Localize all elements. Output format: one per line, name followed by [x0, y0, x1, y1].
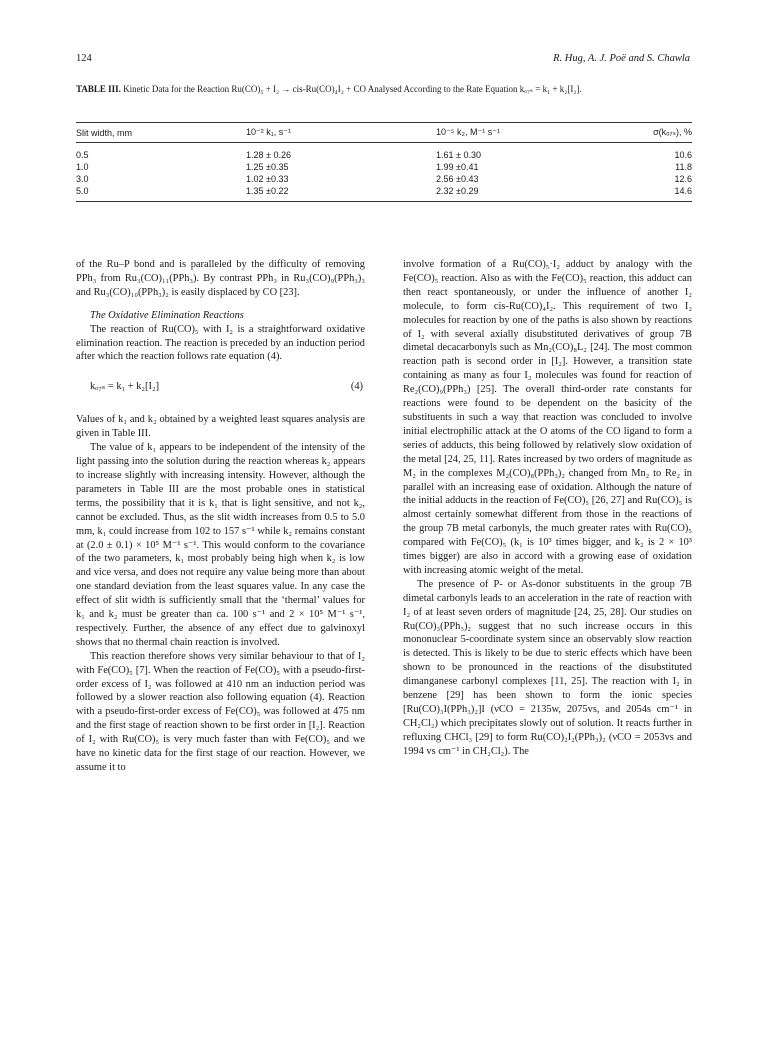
col-header-sigma: σ(kₒ₇ₛ), % — [626, 123, 692, 143]
table-header-row — [76, 123, 692, 143]
paragraph: The reaction of Ru(CO)₅ with I₂ is a straightforward oxidative elimination reaction. The reaction is preceded by an induction period after which the reaction follows rate equation (4). — [76, 323, 365, 363]
equation-expression: kₒ₇ₛ = k₁ + k₂[I₂] — [90, 381, 160, 393]
table-row — [76, 143, 692, 162]
table-cell: 0.5 — [76, 150, 89, 160]
col-header-slit-width: Slit width, mm — [76, 123, 246, 143]
right-text-column — [403, 258, 692, 759]
table-cell: 14.6 — [626, 185, 692, 202]
paragraph: This reaction therefore shows very similar behaviour to that of I₂ with Fe(CO)₅ [7]. When the reaction of Fe(CO)₅ with a pseudo-first-order excess of I₂ was followed at 410 nm an induction period was followed by a slower reaction also following equation (4). Reaction with a pseudo-first-order excess of Fe(CO)₅ was followed at 475 nm and the first stage of reaction shown to be first order in [I₂]. Reaction of I₂ with Ru(CO)₅ is very much faster than with Fe(CO)₅ and we have no kinetic data for the first stage of our reaction. However, we assume it to — [76, 650, 365, 773]
table-cell: 1.02 ±0.33 — [246, 174, 289, 184]
table-cell: 1.25 ±0.35 — [246, 162, 289, 172]
table-cell: 2.32 ±0.29 — [436, 185, 626, 202]
rate-equation — [76, 367, 365, 409]
table-cell: 5.0 — [76, 185, 246, 202]
col-header-k2: 10⁻⁵ k₂, M⁻¹ s⁻¹ — [436, 123, 626, 143]
table-cell: 2.56 ±0.43 — [436, 174, 479, 184]
table-row — [76, 161, 692, 173]
kinetic-data-table — [76, 122, 692, 202]
table-cell: 1.35 ±0.22 — [246, 185, 436, 202]
table-cell: 3.0 — [76, 174, 89, 184]
table-cell: 1.99 ±0.41 — [436, 162, 479, 172]
table-cell: 1.28 ± 0.26 — [246, 150, 291, 160]
table-row — [76, 185, 692, 202]
table-cell: 1.61 ± 0.30 — [436, 150, 481, 160]
table-caption — [76, 82, 692, 96]
table-cell: 12.6 — [674, 174, 692, 184]
table-row — [76, 173, 692, 185]
paragraph: The presence of P- or As-donor substituents in the group 7B dimetal carbonyls leads to an acceleration in the rate of reaction with I₂ of at least seven orders of magnitude [24, 25, 28]. Our studies on Ru(CO)₃(PPh₃)₂ suggest that no such increase occurs in this mononuclear 5-coordinate system since an observably slow reaction is detected. This is likely to be due to steric effects which have been shown to be pronounced in the reactions of the disubstituted dimanganese carbonyl complexes [11, 25]. The reaction with I₂ in benzene [29] has been shown to form the ionic species [Ru(CO)₃I(PPh₃)₂]I (νCO = 2135w, 2075vs, and 2054s cm⁻¹ in CH₂Cl₂) which precipitates slowly out of solution. It reacts further in refluxing CHCl₃ [29] to form Ru(CO)₂I₂(PPh₃)₂ (νCO = 2053vs and 1994 vs cm⁻¹ in CH₂Cl₂). The — [403, 578, 692, 757]
paragraph: involve formation of a Ru(CO)₅·I₂ adduct by analogy with the Fe(CO)₅ reaction. Also as with the Fe(CO)₅ reaction, this adduct can then react spontaneously, or under the influence of another I₂ molecule, to form cis-Ru(CO)₄I₂. This requirement of two I₂ molecules for reaction by one of the paths is also shown by reactions of I₂ with several axially disubstituted derivatives of group 7B dimetal decacarbonyls such as Mn₂(CO)₈L₂ [24]. The most common reaction path is second order in [I₂]. However, a transition state containing as many as four I₂ molecules was found for reaction of Re₂(CO)₉(PPh₃) [25]. The overall third-order rate constants for reactions were found to be dependent on the basicity of the substituents in such a way that reaction was concluded to involve initial electrophilic attack at the O atoms of the CO ligand to form a series of adducts, this being followed by relatively slow oxidation of the metal [24, 25, 11]. Rates increased by two orders of magnitude as M₂ in the complexes M₂(CO)₈(PPh₃)₂ changed from Mn₂ to Re₂ in parallel with an increasing ease of oxidation. Although the nature of the initial adducts in the reaction of Fe(CO)₅ [26, 27] and Ru(CO)₅ is almost certainly somewhat different from those in the reactions of the group 7B metal carbonyls, the much greater rates with Ru(CO)₅ compared with Fe(CO)₅ (k₁ is 10³ times bigger, and k₂ is 2 × 10³ times bigger) are also in accord with a growing ease of oxidation with increasing atomic weight of the metal. — [403, 259, 692, 576]
paragraph: Values of k₁ and k₂ obtained by a weighted least squares analysis are given in Table III. — [76, 414, 365, 440]
paragraph: The value of k₁ appears to be independent of the intensity of the light passing into the solution during the reaction whereas k₂ appears to increase slightly with increasing intensity. However, although the parameters in Table III are the most probable ones in statistical terms, the possibility that it is k₁ that is light sensitive, and not k₂, cannot be excluded. Thus, as the slit width increases from 0.5 to 5.0 mm, k₁ could increase from 102 to 157 s⁻¹ while k₂ remains constant at (2.0 ± 0.1) × 10⁵ M⁻¹ s⁻¹. This would conform to the covariance of the two parameters, k₁ most probably being high when k₂ is low and vice versa, and does not require any value being more than about one standard deviation from the least squares value. In any case the effect of slit width is sufficiently small that the ‘thermal’ values for k₁ and k₂ must be greater than ca. 100 s⁻¹ and 2 × 10⁵ M⁻¹ s⁻¹, respectively. Further, the absence of any effect due to galvinoxyl shows that no thermal chain reaction is involved. — [76, 442, 365, 648]
table-cell: 10.6 — [674, 150, 692, 160]
paragraph: of the Ru–P bond and is paralleled by the difficulty of removing PPh₃ from Ru₃(CO)₁₁(PPh₃). By contrast PPh₃ in Ru₃(CO)₉(PPh₃)₃ and Ru₃(CO)₁₀(PPh₃)₂ is easily displaced by CO [23]. — [76, 259, 365, 298]
table-cell: 11.8 — [675, 162, 692, 172]
left-text-column — [76, 258, 365, 775]
page-number: 124 — [76, 53, 92, 64]
section-heading: The Oxidative Elimination Reactions — [90, 309, 244, 321]
running-header-authors: R. Hug, A. J. Poë and S. Chawla — [553, 53, 690, 64]
col-header-k1: 10⁻² k₁, s⁻¹ — [246, 123, 436, 143]
table-caption-label: TABLE III. — [76, 84, 121, 94]
table-caption-text: Kinetic Data for the Reaction Ru(CO)₅ + I₂ → cis-Ru(CO)₄I₂ + CO Analysed According to the Rate Equation kₒ₇ₛ = k₁ + k₂[I₂]. — [123, 84, 582, 94]
equation-number: (4) — [350, 381, 363, 393]
table-cell: 1.0 — [76, 162, 89, 172]
